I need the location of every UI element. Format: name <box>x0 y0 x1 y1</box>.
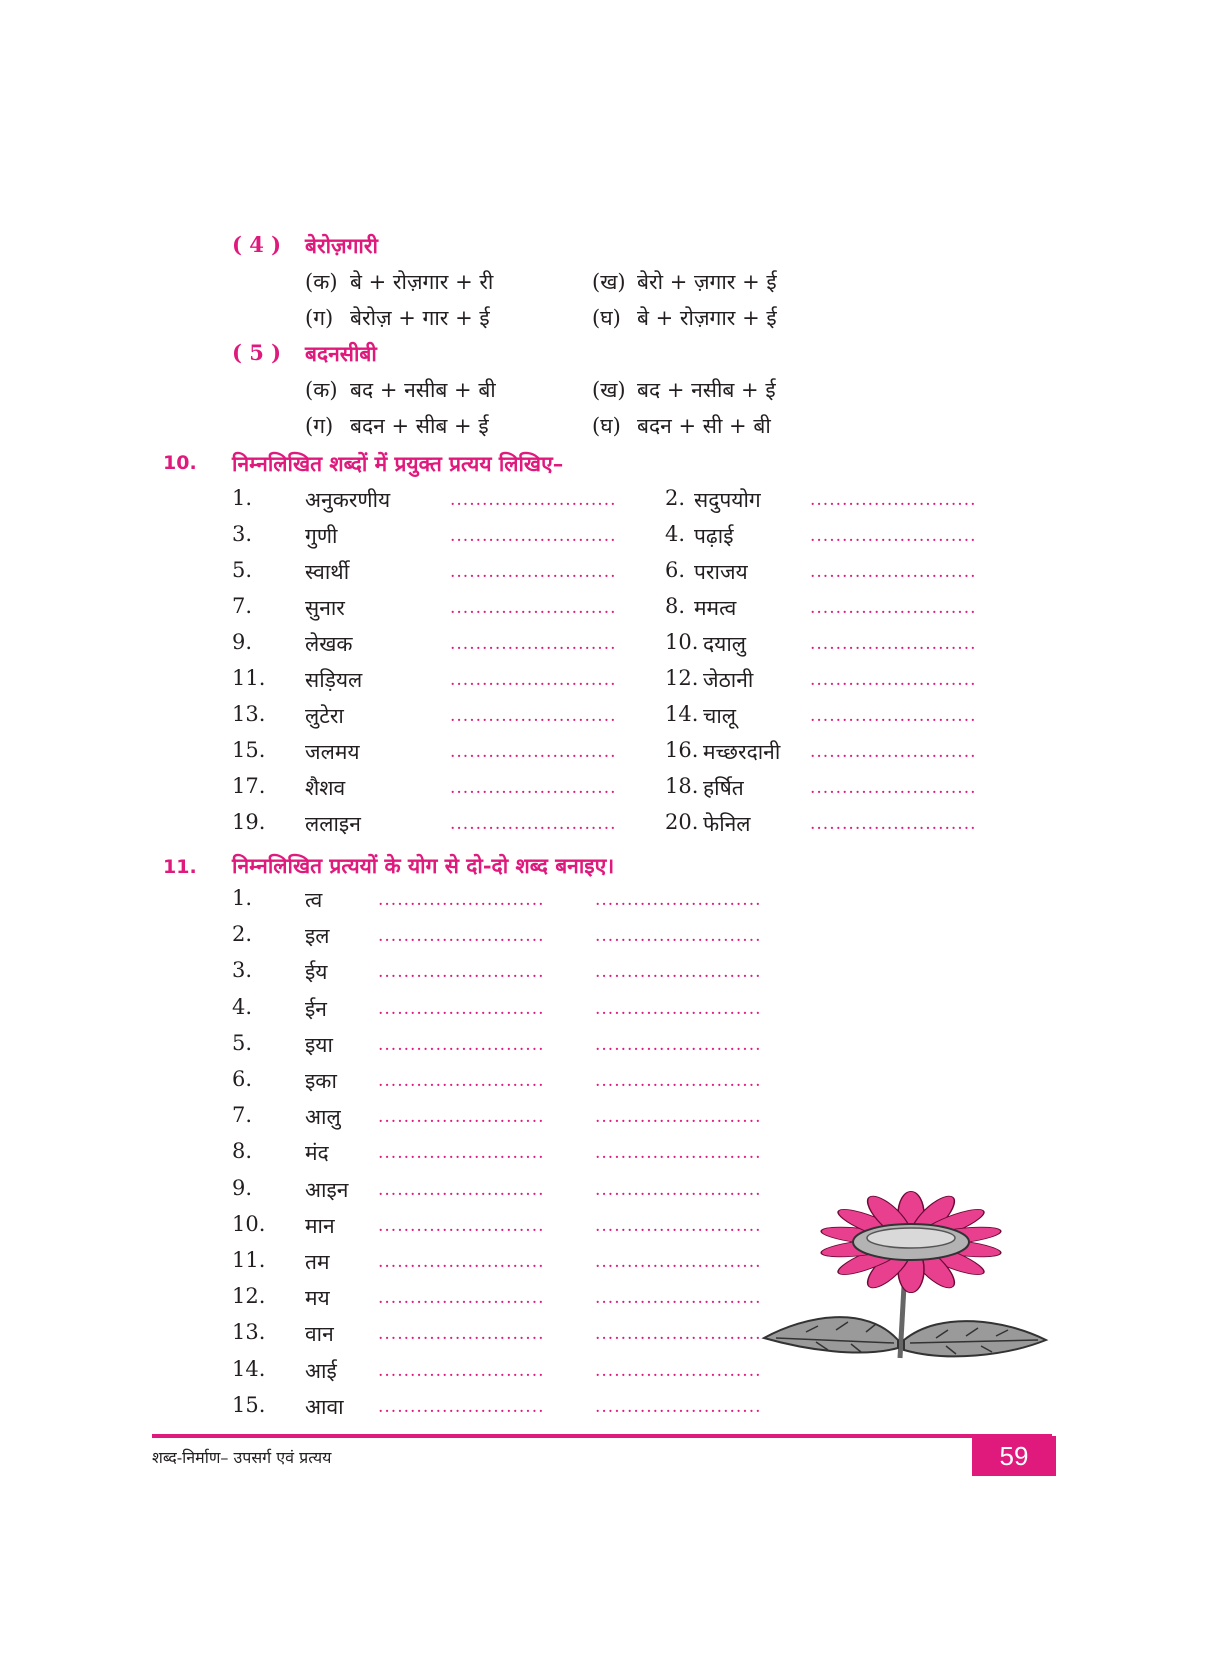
item-number: 14. <box>232 1356 266 1381</box>
item-word: अनुकरणीय <box>305 488 391 512</box>
item-number: 1. <box>232 886 253 910</box>
option-text: बद + नसीब + ई <box>637 378 776 402</box>
item-number: 10. <box>232 1211 266 1236</box>
item-word: मान <box>305 1213 335 1238</box>
option-label: (ख) <box>592 270 626 294</box>
item-word: तम <box>305 1250 330 1274</box>
question-title: निम्नलिखित प्रत्ययों के योग से दो-दो शब्द बनाइए। <box>232 853 615 878</box>
answer-blank: .......................... <box>595 1179 762 1200</box>
item-word: जलमय <box>305 740 360 764</box>
answer-blank: .......................... <box>450 706 617 726</box>
item-word: सदुपयोग <box>694 488 761 512</box>
question-number: 10. <box>163 452 197 474</box>
item-number: 13. <box>232 702 266 726</box>
item-number: 7. <box>232 1103 253 1128</box>
answer-blank: .......................... <box>378 1215 545 1236</box>
answer-blank: .......................... <box>595 1107 762 1128</box>
flower-illustration <box>756 1180 1066 1380</box>
item-word: सड़ियल <box>305 668 363 692</box>
item-number: 5. <box>232 558 253 582</box>
answer-blank: .......................... <box>810 598 977 618</box>
option-label: (ख) <box>592 378 626 402</box>
answer-blank: .......................... <box>810 670 977 690</box>
item-word: लेखक <box>305 632 353 656</box>
page-number: 59 <box>972 1436 1056 1476</box>
item-number: 2. <box>665 486 686 510</box>
answer-blank: .......................... <box>450 634 617 654</box>
item-word: आइन <box>305 1177 349 1202</box>
item-number: 7. <box>232 594 253 618</box>
option-label: (ग) <box>305 414 334 438</box>
option-text: बदन + सीब + ई <box>350 414 489 438</box>
question-title: निम्नलिखित शब्दों में प्रयुक्त प्रत्यय लिखिए– <box>232 451 564 476</box>
footer-chapter: शब्द-निर्माण– उपसर्ग एवं प्रत्यय <box>152 1448 332 1467</box>
answer-blank: .......................... <box>595 890 762 910</box>
item-word: फेनिल <box>703 812 751 836</box>
item-number: 8. <box>232 1139 253 1164</box>
item-number: 3. <box>232 522 253 546</box>
leaf-right <box>904 1321 1046 1356</box>
answer-blank: .......................... <box>450 526 617 546</box>
item-number: 9. <box>232 630 253 654</box>
item-number: 12. <box>232 1284 266 1309</box>
option-number: ( 4 ) <box>232 232 282 257</box>
answer-blank: .......................... <box>378 1034 545 1055</box>
option-number: ( 5 ) <box>232 340 282 365</box>
item-word: पढ़ाई <box>694 524 734 548</box>
item-word: जेठानी <box>703 668 754 692</box>
answer-blank: .......................... <box>810 814 977 834</box>
item-word: इल <box>305 924 330 949</box>
item-number: 10. <box>665 630 699 654</box>
item-word: दयालु <box>703 632 747 656</box>
item-number: 8. <box>665 594 686 618</box>
answer-blank: .......................... <box>378 1360 545 1381</box>
option-text: बेरो + ज़गार + ई <box>637 270 777 294</box>
answer-blank: .......................... <box>450 814 617 834</box>
option-label: (ग) <box>305 306 334 330</box>
option-label: (क) <box>305 270 338 294</box>
item-number: 15. <box>232 1392 266 1417</box>
item-word: पराजय <box>694 560 748 584</box>
item-word: गुणी <box>305 524 338 548</box>
answer-blank: .......................... <box>810 490 977 510</box>
item-word: चालू <box>703 704 737 728</box>
answer-blank: .......................... <box>378 926 545 947</box>
option-label: (क) <box>305 378 338 402</box>
item-word: स्वार्थी <box>305 560 350 584</box>
item-word: त्व <box>305 888 323 912</box>
answer-blank: .......................... <box>595 1396 762 1417</box>
item-word: लुटेरा <box>305 704 344 728</box>
question-word: बदनसीबी <box>305 341 377 366</box>
answer-blank: .......................... <box>810 634 977 654</box>
answer-blank: .......................... <box>595 1215 762 1236</box>
item-number: 3. <box>232 958 253 983</box>
item-word: ममत्व <box>694 596 737 620</box>
answer-blank: .......................... <box>378 1288 545 1309</box>
item-word: ललाइन <box>305 812 361 836</box>
item-number: 18. <box>665 774 699 798</box>
answer-blank: .......................... <box>378 1071 545 1091</box>
item-number: 20. <box>665 810 699 834</box>
leaf-left <box>764 1317 898 1352</box>
item-number: 4. <box>665 522 686 546</box>
question-number: 11. <box>163 856 197 878</box>
item-number: 6. <box>232 1067 253 1091</box>
answer-blank: .......................... <box>450 670 617 690</box>
answer-blank: .......................... <box>450 490 617 510</box>
answer-blank: .......................... <box>810 526 977 546</box>
answer-blank: .......................... <box>378 1179 545 1200</box>
item-word: हर्षित <box>703 776 744 800</box>
answer-blank: .......................... <box>595 962 762 983</box>
answer-blank: .......................... <box>810 742 977 762</box>
answer-blank: .......................... <box>450 742 617 762</box>
item-number: 1. <box>232 486 253 510</box>
item-word: वान <box>305 1322 334 1347</box>
answer-blank: .......................... <box>378 1396 545 1417</box>
footer-rule <box>152 1434 1052 1438</box>
answer-blank: .......................... <box>378 998 545 1019</box>
answer-blank: .......................... <box>810 706 977 726</box>
item-number: 6. <box>665 558 686 582</box>
answer-blank: .......................... <box>810 562 977 582</box>
answer-blank: .......................... <box>595 1143 762 1164</box>
answer-blank: .......................... <box>595 1360 762 1381</box>
option-text: बद + नसीब + बी <box>350 378 496 402</box>
option-text: बदन + सी + बी <box>637 414 771 438</box>
option-text: बे + रोज़गार + री <box>350 270 494 294</box>
answer-blank: .......................... <box>378 1143 545 1164</box>
answer-blank: .......................... <box>810 778 977 798</box>
item-number: 9. <box>232 1175 253 1200</box>
answer-blank: .......................... <box>378 890 545 910</box>
item-word: आई <box>305 1358 337 1383</box>
item-word: सुनार <box>305 596 345 620</box>
item-number: 11. <box>232 1248 266 1272</box>
item-word: मंद <box>305 1141 329 1166</box>
answer-blank: .......................... <box>450 562 617 582</box>
item-word: ईय <box>305 960 328 985</box>
answer-blank: .......................... <box>378 962 545 983</box>
answer-blank: .......................... <box>450 598 617 618</box>
item-word: मय <box>305 1286 330 1311</box>
item-number: 4. <box>232 994 253 1019</box>
item-number: 19. <box>232 810 266 834</box>
option-text: बेरोज़ + गार + ई <box>350 306 490 330</box>
item-word: ईन <box>305 996 327 1021</box>
option-label: (घ) <box>592 306 621 330</box>
option-label: (घ) <box>592 414 621 438</box>
answer-blank: .......................... <box>595 1071 762 1091</box>
answer-blank: .......................... <box>378 1107 545 1128</box>
item-word: इका <box>305 1069 337 1093</box>
item-number: 17. <box>232 774 266 798</box>
option-text: बे + रोज़गार + ई <box>637 306 777 330</box>
item-number: 2. <box>232 922 253 947</box>
answer-blank: .......................... <box>378 1252 545 1272</box>
answer-blank: .......................... <box>595 1034 762 1055</box>
item-number: 13. <box>232 1320 266 1345</box>
item-word: आलु <box>305 1105 341 1130</box>
answer-blank: .......................... <box>595 1252 762 1272</box>
question-word: बेरोज़गारी <box>305 233 378 258</box>
answer-blank: .......................... <box>450 778 617 798</box>
answer-blank: .......................... <box>595 926 762 947</box>
item-word: आवा <box>305 1394 344 1419</box>
answer-blank: .......................... <box>595 998 762 1019</box>
item-number: 11. <box>232 666 266 690</box>
item-word: मच्छरदानी <box>703 740 781 764</box>
answer-blank: .......................... <box>595 1288 762 1309</box>
item-number: 5. <box>232 1030 253 1055</box>
answer-blank: .......................... <box>378 1324 545 1345</box>
item-word: शैशव <box>305 776 346 800</box>
answer-blank: .......................... <box>595 1324 762 1345</box>
item-word: इया <box>305 1032 333 1057</box>
item-number: 16. <box>665 738 699 762</box>
item-number: 14. <box>665 702 699 726</box>
item-number: 12. <box>665 666 699 690</box>
item-number: 15. <box>232 738 266 762</box>
